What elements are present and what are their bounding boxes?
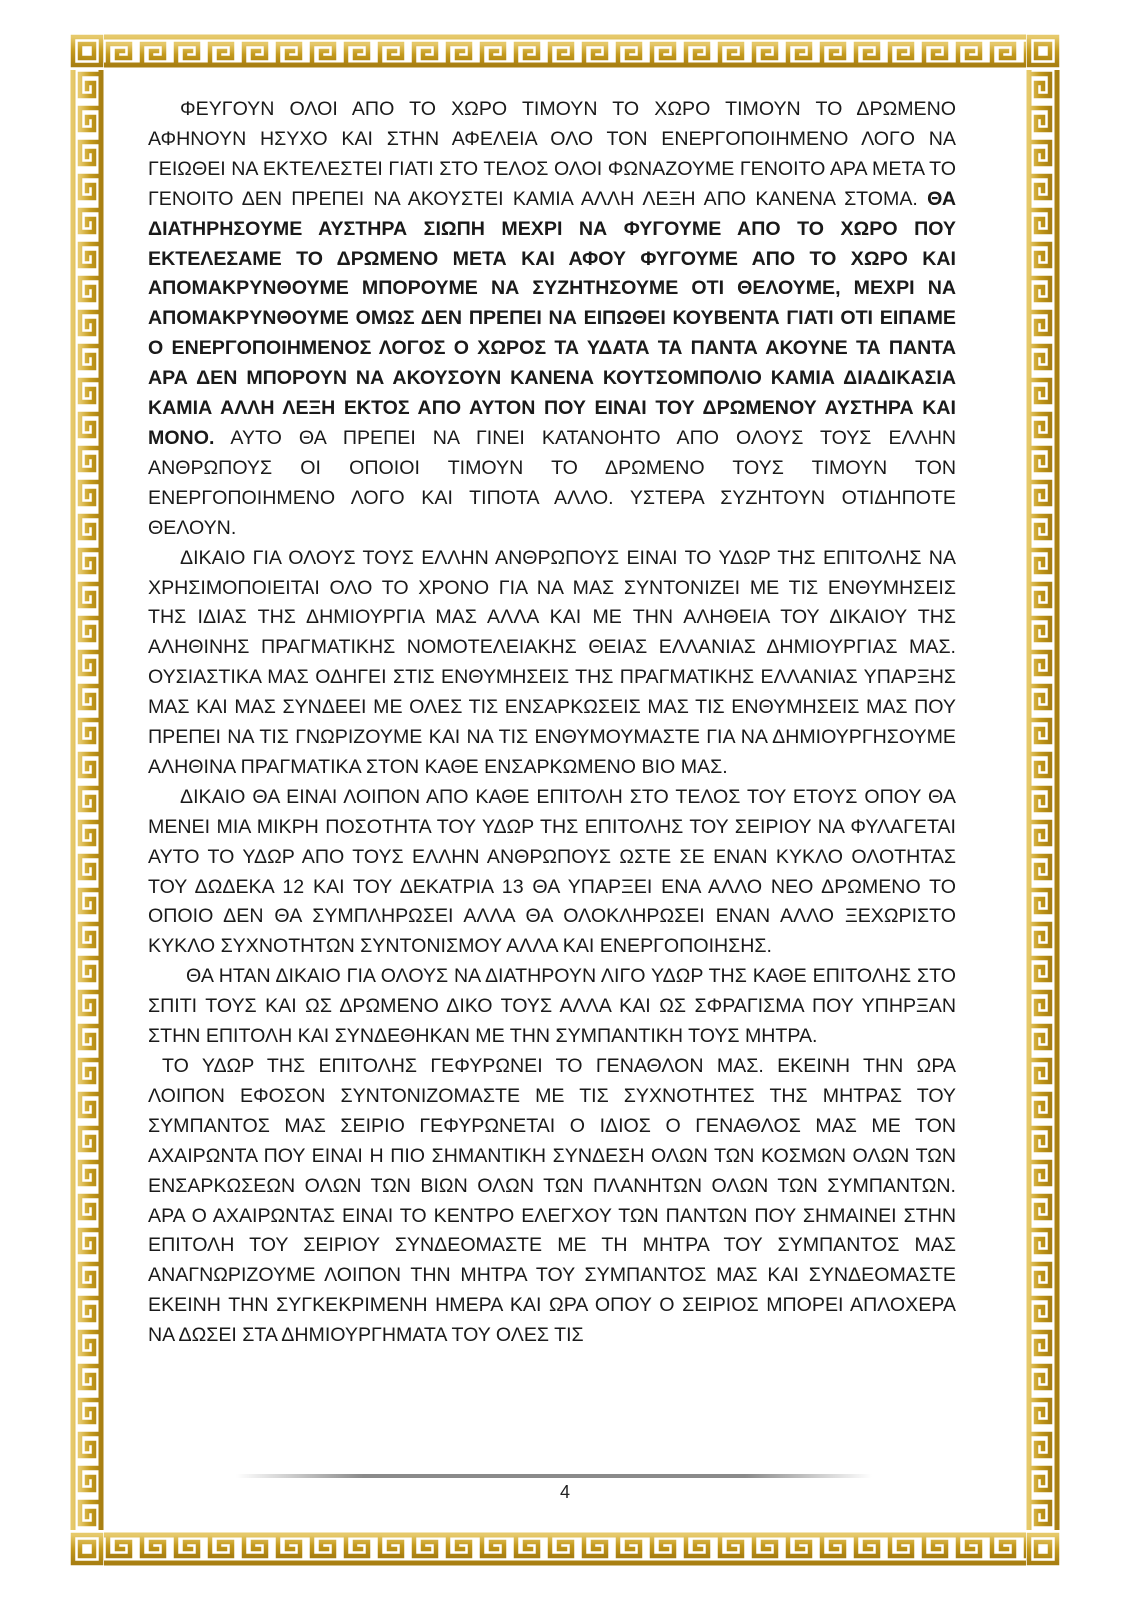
- footer-divider: [236, 1474, 872, 1478]
- paragraph: [148, 783, 956, 962]
- paragraph-text: ΔΙΚΑΙΟ ΓΙΑ ΟΛΟΥΣ ΤΟΥΣ ΕΛΛΗΝ ΑΝΘΡΩΠΟΥΣ ΕΙΝΑΙ ΤΟ ΥΔΩΡ ΤΗΣ ΕΠΙΤΟΛΗΣ ΝΑ ΧΡΗΣΙΜΟΠΟΙΕΙΤΑΙ ΟΛΟ ΤΟ ΧΡΟΝΟ ΓΙΑ ΝΑ ΜΑΣ ΣΥΝΤΟΝΙΖΕΙ ΜΕ ΤΙΣ ΕΝΘΥΜΗΣΕΙΣ ΤΗΣ ΙΔΙΑΣ ΤΗΣ ΔΗΜΙΟΥΡΓΙΑ ΜΑΣ ΑΛΛΑ ΚΑΙ ΜΕ ΤΗΝ ΑΛΗΘΕΙΑ ΤΟΥ ΔΙΚΑΙΟΥ ΤΗΣ ΑΛΗΘΙΝΗΣ ΠΡΑΓΜΑΤΙΚΗΣ ΝΟΜΟΤΕΛΕΙΑΚΗΣ ΘΕΙΑΣ ΕΛΛΑΝΙΑΣ ΔΗΜΙΟΥΡΓΙΑΣ ΜΑΣ. ΟΥΣΙΑΣΤΙΚΑ ΜΑΣ ΟΔΗΓΕΙ ΣΤΙΣ ΕΝΘΥΜΗΣΕΙΣ ΤΗΣ ΠΡΑΓΜΑΤΙΚΗΣ ΕΛΛΑΝΙΑΣ ΥΠΑΡΞΗΣ ΜΑΣ ΚΑΙ ΜΑΣ ΣΥΝΔΕΕΙ ΜΕ ΟΛΕΣ ΤΙΣ ΕΝΣΑΡΚΩΣΕΙΣ ΜΑΣ ΤΙΣ ΕΝΘΥΜΗΣΕΙΣ ΜΑΣ ΠΟΥ ΠΡΕΠΕΙ ΝΑ ΤΙΣ ΓΝΩΡΙΖΟΥΜΕ ΚΑΙ ΝΑ ΤΙΣ ΕΝΘΥΜΟΥΜΑΣΤΕ ΓΙΑ ΝΑ ΔΗΜΙΟΥΡΓΗΣΟΥΜΕ ΑΛΗΘΙΝΑ ΠΡΑΓΜΑΤΙΚΑ ΣΤΟΝ ΚΑΘΕ ΕΝΣΑΡΚΩΜΕΝΟ ΒΙΟ ΜΑΣ.: [148, 546, 956, 778]
- paragraph-text: ΑΥΤΟ ΘΑ ΠΡΕΠΕΙ ΝΑ ΓΙΝΕΙ ΚΑΤΑΝΟΗΤΟ ΑΠΟ ΟΛΟΥΣ ΤΟΥΣ ΕΛΛΗΝ ΑΝΘΡΩΠΟΥΣ ΟΙ ΟΠΟΙΟΙ ΤΙΜΟΥΝ ΤΟ ΔΡΩΜΕΝΟ ΤΟΥΣ ΤΙΜΟΥΝ ΤΟΝ ΕΝΕΡΓΟΠΟΙΗΜΕΝΟ ΛΟΓΟ ΚΑΙ ΤΙΠΟΤΑ ΑΛΛΟ. ΥΣΤΕΡΑ ΣΥΖΗΤΟΥΝ ΟΤΙΔΗΠΟΤΕ ΘΕΛΟΥΝ.: [148, 426, 956, 539]
- paragraph-text: ΦΕΥΓΟΥΝ ΟΛΟΙ ΑΠΟ ΤΟ ΧΩΡΟ ΤΙΜΟΥΝ ΤΟ ΧΩΡΟ ΤΙΜΟΥΝ ΤΟ ΔΡΩΜΕΝΟ ΑΦΗΝΟΥΝ ΗΣΥΧΟ ΚΑΙ ΣΤΗΝ ΑΦΕΛΕΙΑ ΟΛΟ ΤΟΝ ΕΝΕΡΓΟΠΟΙΗΜΕΝΟ ΛΟΓΟ ΝΑ ΓΕΙΩΘΕΙ ΝΑ ΕΚΤΕΛΕΣΤΕΙ ΓΙΑΤΙ ΣΤΟ ΤΕΛΟΣ ΟΛΟΙ ΦΩΝΑΖΟΥΜΕ ΓΕΝΟΙΤΟ ΑΡΑ ΜΕΤΑ ΤΟ ΓΕΝΟΙΤΟ ΔΕΝ ΠΡΕΠΕΙ ΝΑ ΑΚΟΥΣΤΕΙ ΚΑΜΙΑ ΑΛΛΗ ΛΕΞΗ ΑΠΟ ΚΑΝΕΝΑ ΣΤΟΜΑ.: [148, 98, 956, 210]
- paragraph: [148, 544, 956, 783]
- paragraph: [148, 962, 956, 1052]
- bold-warning-text: ΘΑ ΔΙΑΤΗΡΗΣΟΥΜΕ ΑΥΣΤΗΡΑ ΣΙΩΠΗ ΜΕΧΡΙ ΝΑ ΦΥΓΟΥΜΕ ΑΠΟ ΤΟ ΧΩΡΟ ΠΟΥ ΕΚΤΕΛΕΣΑΜΕ ΤΟ ΔΡΩΜΕΝΟ ΜΕΤΑ ΚΑΙ ΑΦΟΥ ΦΥΓΟΥΜΕ ΑΠΟ ΤΟ ΧΩΡΟ ΚΑΙ ΑΠΟΜΑΚΡΥΝΘΟΥΜΕ ΜΠΟΡΟΥΜΕ ΝΑ ΣΥΖΗΤΗΣΟΥΜΕ ΟΤΙ ΘΕΛΟΥΜΕ, ΜΕΧΡΙ ΝΑ ΑΠΟΜΑΚΡΥΝΘΟΥΜΕ ΟΜΩΣ ΔΕΝ ΠΡΕΠΕΙ ΝΑ ΕΙΠΩΘΕΙ ΚΟΥΒΕΝΤΑ ΓΙΑΤΙ ΟΤΙ ΕΙΠΑΜΕ Ο ΕΝΕΡΓΟΠΟΙΗΜΕΝΟΣ ΛΟΓΟΣ Ο ΧΩΡΟΣ ΤΑ ΥΔΑΤΑ ΤΑ ΠΑΝΤΑ ΑΚΟΥΝΕ ΤΑ ΠΑΝΤΑ ΑΡΑ ΔΕΝ ΜΠΟΡΟΥΝ ΝΑ ΑΚΟΥΣΟΥΝ ΚΑΝΕΝΑ ΚΟΥΤΣΟΜΠΟΛΙΟ ΚΑΜΙΑ ΔΙΑΔΙΚΑΣΙΑ ΚΑΜΙΑ ΑΛΛΗ ΛΕΞΗ ΕΚΤΟΣ ΑΠΟ ΑΥΤΟΝ ΠΟΥ ΕΙΝΑΙ ΤΟΥ ΔΡΩΜΕΝΟΥ ΑΥΣΤΗΡΑ ΚΑΙ ΜΟΝΟ.: [148, 187, 956, 449]
- paragraph-text: ΤΟ ΥΔΩΡ ΤΗΣ ΕΠΙΤΟΛΗΣ ΓΕΦΥΡΩΝΕΙ ΤΟ ΓΕΝΑΘΛΟΝ ΜΑΣ. ΕΚΕΙΝΗ ΤΗΝ ΩΡΑ ΛΟΙΠΟΝ ΕΦΟΣΟΝ ΣΥΝΤΟΝΙΖΟΜΑΣΤΕ ΜΕ ΤΙΣ ΣΥΧΝΟΤΗΤΕΣ ΤΗΣ ΜΗΤΡΑΣ ΤΟΥ ΣΥΜΠΑΝΤΟΣ ΜΑΣ ΣΕΙΡΙΟ ΓΕΦΥΡΩΝΕΤΑΙ Ο ΙΔΙΟΣ Ο ΓΕΝΑΘΛΟΣ ΜΑΣ ΜΕ ΤΟΝ ΑΧΑΙΡΩΝΤΑ ΠΟΥ ΕΙΝΑΙ Η ΠΙΟ ΣΗΜΑΝΤΙΚΗ ΣΥΝΔΕΣΗ ΟΛΩΝ ΤΩΝ ΚΟΣΜΩΝ ΟΛΩΝ ΤΩΝ ΕΝΣΑΡΚΩΣΕΩΝ ΟΛΩΝ ΤΩΝ ΒΙΩΝ ΟΛΩΝ ΤΩΝ ΠΛΑΝΗΤΩΝ ΟΛΩΝ ΤΩΝ ΣΥΜΠΑΝΤΩΝ. ΑΡΑ Ο ΑΧΑΙΡΩΝΤΑΣ ΕΙΝΑΙ ΤΟ ΚΕΝΤΡΟ ΕΛΕΓΧΟΥ ΤΩΝ ΠΑΝΤΩΝ ΠΟΥ ΣΗΜΑΙΝΕΙ ΣΤΗΝ ΕΠΙΤΟΛΗ ΤΟΥ ΣΕΙΡΙΟΥ ΣΥΝΔΕΟΜΑΣΤΕ ΜΕ ΤΗ ΜΗΤΡΑ ΤΟΥ ΣΥΜΠΑΝΤΟΣ ΜΑΣ ΑΝΑΓΝΩΡΙΖΟΥΜΕ ΛΟΙΠΟΝ ΤΗΝ ΜΗΤΡΑ ΤΟΥ ΣΥΜΠΑΝΤΟΣ ΜΑΣ ΚΑΙ ΣΥΝΔΕΟΜΑΣΤΕ ΕΚΕΙΝΗ ΤΗΝ ΣΥΓΚΕΚΡΙΜΕΝΗ ΗΜΕΡΑ ΚΑΙ ΩΡΑ ΟΠΟΥ Ο ΣΕΙΡΙΟΣ ΜΠΟΡΕΙ ΑΠΛΟΧΕΡΑ ΝΑ ΔΩΣΕΙ ΣΤΑ ΔΗΜΙΟΥΡΓΗΜΑΤΑ ΤΟΥ ΟΛΕΣ ΤΙΣ: [148, 1055, 956, 1347]
- page-number: 4: [559, 1482, 570, 1502]
- paragraph-text: ΘΑ ΗΤΑΝ ΔΙΚΑΙΟ ΓΙΑ ΟΛΟΥΣ ΝΑ ΔΙΑΤΗΡΟΥΝ ΛΙΓΟ ΥΔΩΡ ΤΗΣ ΚΑΘΕ ΕΠΙΤΟΛΗΣ ΣΤΟ ΣΠΙΤΙ ΤΟΥΣ ΚΑΙ ΩΣ ΔΡΩΜΕΝΟ ΔΙΚΟ ΤΟΥΣ ΑΛΛΑ ΚΑΙ ΩΣ ΣΦΡΑΓΙΣΜΑ ΠΟΥ ΥΠΗΡΞΑΝ ΣΤΗΝ ΕΠΙΤΟΛΗ ΚΑΙ ΣΥΝΔΕΘΗΚΑΝ ΜΕ ΤΗΝ ΣΥΜΠΑΝΤΙΚΗ ΤΟΥΣ ΜΗΤΡΑ.: [148, 965, 956, 1048]
- paragraph: [148, 95, 956, 544]
- paragraph: [148, 1052, 956, 1351]
- paragraph-text: ΔΙΚΑΙΟ ΘΑ ΕΙΝΑΙ ΛΟΙΠΟΝ ΑΠΟ ΚΑΘΕ ΕΠΙΤΟΛΗ ΣΤΟ ΤΕΛΟΣ ΤΟΥ ΕΤΟΥΣ ΟΠΟΥ ΘΑ ΜΕΝΕΙ ΜΙΑ ΜΙΚΡΗ ΠΟΣΟΤΗΤΑ ΤΟΥ ΥΔΩΡ ΤΗΣ ΕΠΙΤΟΛΗΣ ΤΟΥ ΣΕΙΡΙΟΥ ΝΑ ΦΥΛΑΓΕΤΑΙ ΑΥΤΟ ΤΟ ΥΔΩΡ ΑΠΟ ΤΟΥΣ ΕΛΛΗΝ ΑΝΘΡΩΠΟΥΣ ΩΣΤΕ ΣΕ ΕΝΑΝ ΚΥΚΛΟ ΟΛΟΤΗΤΑΣ ΤΟΥ ΔΩΔΕΚΑ 12 ΚΑΙ ΤΟΥ ΔΕΚΑΤΡΙΑ 13 ΘΑ ΥΠΑΡΞΕΙ ΕΝΑ ΑΛΛΟ ΝΕΟ ΔΡΩΜΕΝΟ ΤΟ ΟΠΟΙΟ ΔΕΝ ΘΑ ΣΥΜΠΛΗΡΩΣΕΙ ΑΛΛΑ ΘΑ ΟΛΟΚΛΗΡΩΣΕΙ ΕΝΑΝ ΑΛΛΟ ΞΕΧΩΡΙΣΤΟ ΚΥΚΛΟ ΣΥΧΝΟΤΗΤΩΝ ΣΥΝΤΟΝΙΣΜΟΥ ΑΛΛΑ ΚΑΙ ΕΝΕΡΓΟΠΟΙΗΣΗΣ.: [148, 785, 956, 958]
- document-body: [148, 95, 956, 1351]
